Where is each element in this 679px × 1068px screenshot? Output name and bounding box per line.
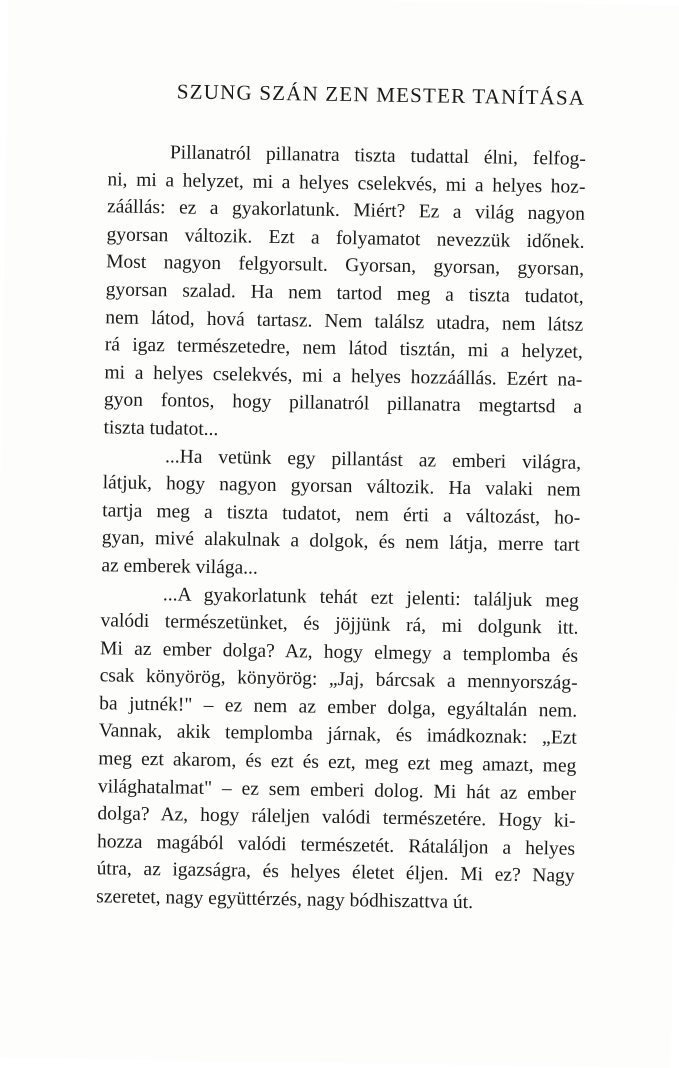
text-line: tiszta tudatot...	[103, 417, 219, 441]
text-line: Pillanatról pillanatra tiszta tudattal élni, felfog-	[169, 142, 587, 170]
text-line: gyorsan szalad. Ha nem tartod meg a tiszta tudatot,	[105, 279, 584, 308]
text-line: gyon fontos, hogy pillanatról pillanatra megtartsd a	[103, 389, 583, 419]
text-line: Most nagyon felgyorsult. Gyorsan, gyorsan, gyorsan,	[106, 251, 585, 281]
body-text	[96, 138, 586, 918]
running-header: SZUNG SZÁN ZEN MESTER TANÍTÁSA	[176, 79, 586, 110]
text-line: mi a helyes cselekvés, mi a helyes hozzáállás. Ezért na-	[104, 362, 583, 391]
text-line: Mi az ember dolga? Az, hogy elmegy a templomba és	[99, 637, 579, 667]
text-line: dolga? Az, hogy ráleljen valódi természetére. Hogy ki-	[97, 803, 576, 832]
text-line: nem látod, hová tartasz. Nem találsz utadra, nem látsz	[105, 306, 584, 336]
text-line: ...A gyakorlatunk tehát ezt jelenti: találjuk meg	[162, 583, 580, 612]
text-line: valódi természetünket, és jöjjünk rá, mi dolgunk itt.	[100, 610, 579, 639]
text-line: gyan, mivé alakulnak a dolgok, és nem látja, merre tart	[101, 527, 580, 557]
text-line: útra, az igazságra, és helyes életet éljen. Mi ez? Nagy	[96, 858, 575, 888]
text-line: hozza magából valódi természetét. Rátaláljon a helyes	[96, 831, 576, 860]
text-line: záállás: ez a gyakorlatunk. Miért? Ez a világ nagyon	[106, 196, 586, 225]
text-line: ni, mi a helyzet, mi a helyes cselekvés, mi a helyes hoz-	[107, 168, 586, 198]
text-line: az emberek világa...	[101, 555, 259, 579]
text-line: Vannak, akik templomba járnak, és imádkoznak: „Ezt	[98, 720, 577, 750]
text-line: csak könyörög, könyörög: „Jaj, bárcsak a mennyország-	[99, 665, 578, 695]
paragraph-3	[96, 580, 579, 919]
text-line: rá igaz természetedre, nem látod tisztán, mi a helyzet,	[104, 334, 583, 363]
text-line: látjuk, hogy nagyon gyorsan változik. Ha valaki nem	[102, 472, 581, 501]
text-line: gyorsan változik. Ezt a folyamatot nevezzük időnek.	[106, 224, 585, 253]
text-line: világhatalmat" – ez sem emberi dolog. Mi hát az ember	[97, 775, 577, 805]
paragraph-2	[101, 442, 581, 587]
text-line: tartja meg a tiszta tudatot, nem érti a változást, ho-	[102, 499, 581, 529]
text-line: ba jutnék!" – ez nem az ember dolga, egyáltalán nem.	[99, 693, 578, 722]
text-line: szeretet, nagy együttérzés, nagy bódhiszattva út.	[96, 886, 474, 914]
text-line: ...Ha vetünk egy pillantást az emberi világra,	[164, 445, 582, 474]
text-line: meg ezt akarom, és ezt és ezt, meg ezt meg amazt, meg	[98, 748, 577, 777]
paragraph-1	[103, 138, 586, 449]
